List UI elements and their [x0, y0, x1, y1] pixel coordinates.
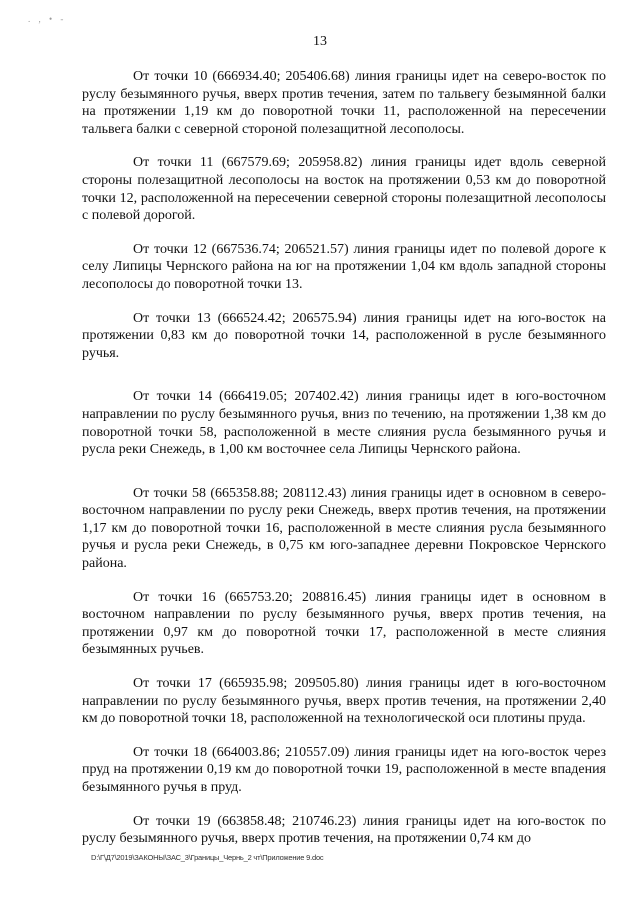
paragraph-point-58: От точки 58 (665358.88; 208112.43) линия границы идет в основном в северо-восточном направлении по руслу реки Снежедь, вверх против течения, на протяжении 1,17 км до поворотной точки 16, расположенной в месте слияния русла безымянного ручья и русла реки Снежедь, в 0,75 км юго-западнее деревни Покровское Чернского района. [82, 485, 606, 572]
paragraph-point-11: От точки 11 (667579.69; 205958.82) линия границы идет вдоль северной стороны полезащитной лесополосы на восток на протяжении 0,53 км до поворотной точки 12, расположенной на пересечении северной стороны полезащитной лесополосы с полевой дорогой. [82, 155, 606, 224]
document-body [82, 68, 606, 848]
paragraph-point-18: От точки 18 (664003.86; 210557.09) линия границы идет на юго-восток через пруд на протяжении 0,19 км до поворотной точки 19, расположенной в месте впадения безымянного ручья в пруд. [82, 744, 606, 795]
paragraph-point-16: От точки 16 (665753.20; 208816.45) линия границы идет в основном в восточном направлении по руслу безымянного ручья, вверх против течения, на протяжении 0,97 км до поворотной точки 17, расположенной в месте слияния безымянных ручьев. [82, 589, 606, 658]
footer-file-path: D:\Г\Д7\2019\ЗАКОНЫ\ЗАС_3\Границы_Чернь_2 чт\Приложение 9.doc [91, 853, 324, 862]
paragraph-point-19: От точки 19 (663858.48; 210746.23) линия границы идет на юго-восток по руслу безымянного ручья, вверх против течения, на протяжении 0,74 км до [82, 813, 606, 847]
page-number: 13 [313, 34, 327, 49]
scan-specks: . , • - [28, 14, 67, 24]
paragraph-point-17: От точки 17 (665935.98; 209505.80) линия границы идет в юго-восточном направлении по руслу безымянного ручья, вверх против течения, на протяжении 2,40 км до поворотной точки 18, расположенной на технологической оси плотины пруда. [82, 676, 606, 727]
paragraph-point-13: От точки 13 (666524.42; 206575.94) линия границы идет на юго-восток на протяжении 0,83 км до поворотной точки 14, расположенной в русле безымянного ручья. [82, 310, 606, 361]
paragraph-point-14: От точки 14 (666419.05; 207402.42) линия границы идет в юго-восточном направлении по руслу безымянного ручья, вниз по течению, на протяжении 1,38 км до поворотной точки 58, расположенной в месте слияния русла безымянного ручья и русла реки Снежедь, в 1,00 км восточнее села Липицы Чернского района. [82, 389, 606, 458]
paragraph-point-12: От точки 12 (667536.74; 206521.57) линия границы идет по полевой дороге к селу Липицы Чернского района на юг на протяжении 1,04 км вдоль западной стороны лесополосы до поворотной точки 13. [82, 241, 606, 292]
paragraph-point-10: От точки 10 (666934.40; 205406.68) линия границы идет на северо-восток по руслу безымянного ручья, вверх против течения, затем по тальвегу безымянной балки на протяжении 1,19 км до поворотной точки 11, расположенной на пересечении тальвега балки с северной стороной полезащитной лесополосы. [82, 69, 606, 137]
